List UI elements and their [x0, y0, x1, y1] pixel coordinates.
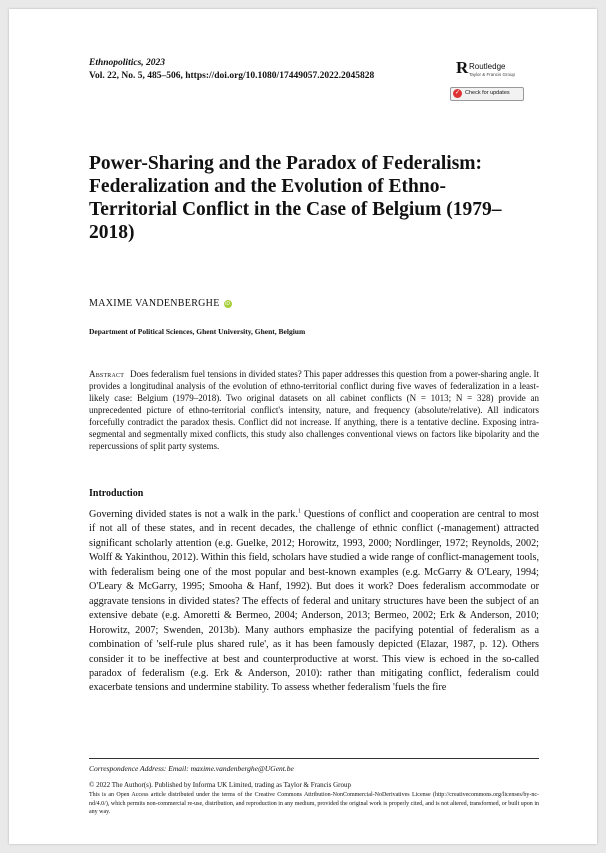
- crossmark-icon: ✓: [454, 90, 461, 96]
- author-line: [89, 298, 232, 309]
- footnote-marker[interactable]: 1: [297, 508, 301, 515]
- article-title: Power-Sharing and the Paradox of Federalism: Federalization and the Evolution of Ethno-Territorial Conflict in the Case of Belgium (1979–2018): [89, 153, 502, 243]
- author-name: MAXIME VANDENBERGHE: [89, 298, 220, 309]
- intro-text-start: Governing divided states is not a walk in the park.: [89, 509, 298, 520]
- introduction-paragraph: [89, 508, 539, 696]
- check-for-updates-button[interactable]: [450, 87, 524, 101]
- publisher-name: Routledge: [469, 62, 506, 71]
- journal-citation[interactable]: Vol. 22, No. 5, 485–506, https://doi.org/10.1080/17449057.2022.2045828: [89, 71, 375, 81]
- copyright-notice: © 2022 The Author(s). Published by Informa UK Limited, trading as Taylor & Francis Group: [89, 781, 351, 789]
- section-heading-introduction: Introduction: [89, 488, 144, 499]
- correspondence-address: Correspondence Address: Email: maxime.vandenberghe@UGent.be: [89, 764, 294, 773]
- orcid-icon[interactable]: iD: [224, 300, 231, 307]
- routledge-logo-icon: R: [456, 58, 469, 77]
- check-for-updates-label: Check for updates: [465, 90, 510, 96]
- intro-text-rest: Questions of conflict and cooperation are central to most if not all of these states, and in recent decades, the challenge of ethnic conflict (-management) attracted significant scholarly attention (e.g. Guelke, 2012; Horowitz, 1993, 2000; Nordlinger, 1972; Reynolds, 2002; Wolff & Yakinthou, 2012). Within this field, scholars have studied a wide range of conflict-management tools, with federalism being one of the most popular and best-known examples (e.g. McGarry & O'Leary, 1994; O'Leary & McGarry, 1995; Smooha & Hanf, 1992). But does it work? Does federalism accommodate or aggravate tensions in divided states? The effects of federal and unitary structures have been the subject of an extensive debate (e.g. Amoretti & Bermeo, 2004; Anderson, 2013; Bermeo, 2002; Erk & Anderson, 2010; Horowitz, 2007; Swenden, 2013b). Many authors emphasize the pacifying potential of federalism as a combination of 'self-rule plus shared rule', as it has been famously depicted (Elazar, 1987, p. 12). Others consider it to be ineffective at best and counterproductive at worst. This view is echoed in the so-called paradox of federalism (e.g. Erk & Anderson, 2010): rather than mitigating conflict, federalism could exacerbate tensions and undermine stability. To assess whether federalism 'fuels the fire: [89, 509, 539, 694]
- abstract-text: Does federalism fuel tensions in divided states? This paper addresses this question from a power-sharing angle. It provides a longitudinal analysis of the evolution of ethno-territorial conflict during five waves of federalization in a least-likely case: Belgium (1979–2018). Two original datasets on all cabinet conflicts (N = 1013; N = 328) provide an unprecedented picture of ethno-territorial conflict's intensity, nature, and frequency (absolute/relative). All indicators forcefully contradict the paradox thesis. Conflict did not increase. If anything, there is a tentative decline. Exposing intra-segmental and segmentally mixed conflicts, this study also challenges conventional views on factors like bipolarity and the repercussions of split party systems.: [89, 369, 539, 451]
- license-text: This is an Open Access article distributed under the terms of the Creative Commons Attribution-NonCommercial-NoDerivatives License (http://creativecommons.org/licenses/by-nc-nd/4.0/), which permits non-commercial re-use, distribution, and reproduction in any medium, provided the original work is properly cited, and is not altered, transformed, or built upon in any way.: [89, 792, 539, 815]
- affiliation: Department of Political Sciences, Ghent University, Ghent, Belgium: [89, 327, 306, 336]
- journal-header: [89, 57, 374, 83]
- abstract: [89, 368, 539, 452]
- abstract-label: Abstract: [89, 369, 125, 379]
- journal-name: Ethnopolitics, 2023: [89, 58, 166, 68]
- pdf-page: [9, 9, 597, 844]
- footer-divider: [89, 758, 539, 759]
- publisher-sub: Taylor & Francis Group: [469, 72, 516, 77]
